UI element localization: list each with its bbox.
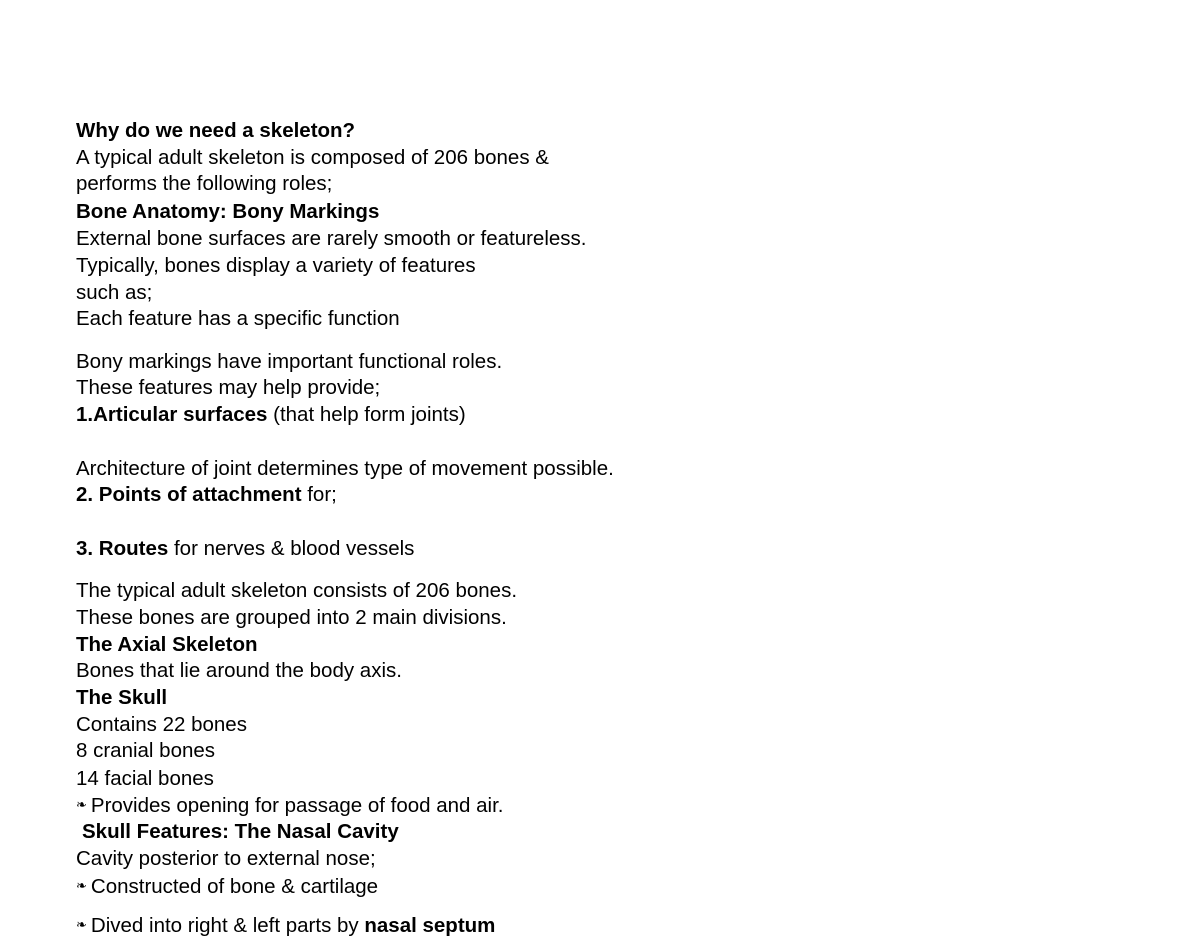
text-line: Bones that lie around the body axis. bbox=[76, 659, 402, 682]
bullet-icon: ❧ bbox=[76, 878, 87, 893]
text-line: such as; bbox=[76, 281, 153, 304]
bullet-text: Provides opening for passage of food and air. bbox=[90, 794, 504, 817]
list-item-text: (that help form joints) bbox=[267, 403, 466, 426]
text-line: These bones are grouped into 2 main divisions. bbox=[76, 606, 507, 629]
text-line: Contains 22 bones bbox=[76, 713, 247, 736]
bullet-text: Constructed of bone & cartilage bbox=[90, 875, 379, 898]
bullet-icon: ❧ bbox=[76, 797, 87, 812]
text-line: These features may help provide; bbox=[76, 376, 381, 399]
text-line: A typical adult skeleton is composed of 206 bones & bbox=[76, 146, 549, 169]
text-line: Typically, bones display a variety of features bbox=[76, 254, 476, 277]
heading-why-skeleton: Why do we need a skeleton? bbox=[76, 119, 356, 142]
list-item-articular-surfaces bbox=[76, 402, 466, 428]
list-item-label: 2. Points of attachment bbox=[76, 483, 302, 506]
heading-the-skull: The Skull bbox=[76, 686, 168, 709]
list-item-text: for; bbox=[301, 483, 337, 506]
list-item-routes bbox=[76, 536, 414, 562]
bullet-line bbox=[76, 873, 378, 899]
bullet-line bbox=[76, 792, 503, 818]
text-line: Bony markings have important functional roles. bbox=[76, 350, 503, 373]
text-line: The typical adult skeleton consists of 206 bones. bbox=[76, 579, 518, 602]
bullet-text: Dived into right & left parts by bbox=[90, 914, 365, 937]
text-line: Cavity posterior to external nose; bbox=[76, 847, 376, 870]
heading-bony-markings: Bone Anatomy: Bony Markings bbox=[76, 200, 380, 223]
text-line: performs the following roles; bbox=[76, 172, 333, 195]
bullet-icon: ❧ bbox=[76, 917, 87, 932]
bullet-emphasis: nasal septum bbox=[364, 914, 496, 937]
text-line: 8 cranial bones bbox=[76, 739, 216, 762]
heading-axial-skeleton: The Axial Skeleton bbox=[76, 633, 258, 656]
text-line: Architecture of joint determines type of movement possible. bbox=[76, 457, 614, 480]
text-line: External bone surfaces are rarely smooth or featureless. bbox=[76, 227, 587, 250]
list-item-label: 1.Articular surfaces bbox=[76, 403, 268, 426]
text-line: 14 facial bones bbox=[76, 767, 214, 790]
list-item-label: 3. Routes bbox=[76, 537, 169, 560]
list-item-text: for nerves & blood vessels bbox=[168, 537, 415, 560]
text-line: Each feature has a specific function bbox=[76, 307, 400, 330]
bullet-line bbox=[76, 912, 495, 938]
heading-nasal-cavity: Skull Features: The Nasal Cavity bbox=[82, 820, 399, 843]
list-item-points-of-attachment bbox=[76, 482, 337, 508]
